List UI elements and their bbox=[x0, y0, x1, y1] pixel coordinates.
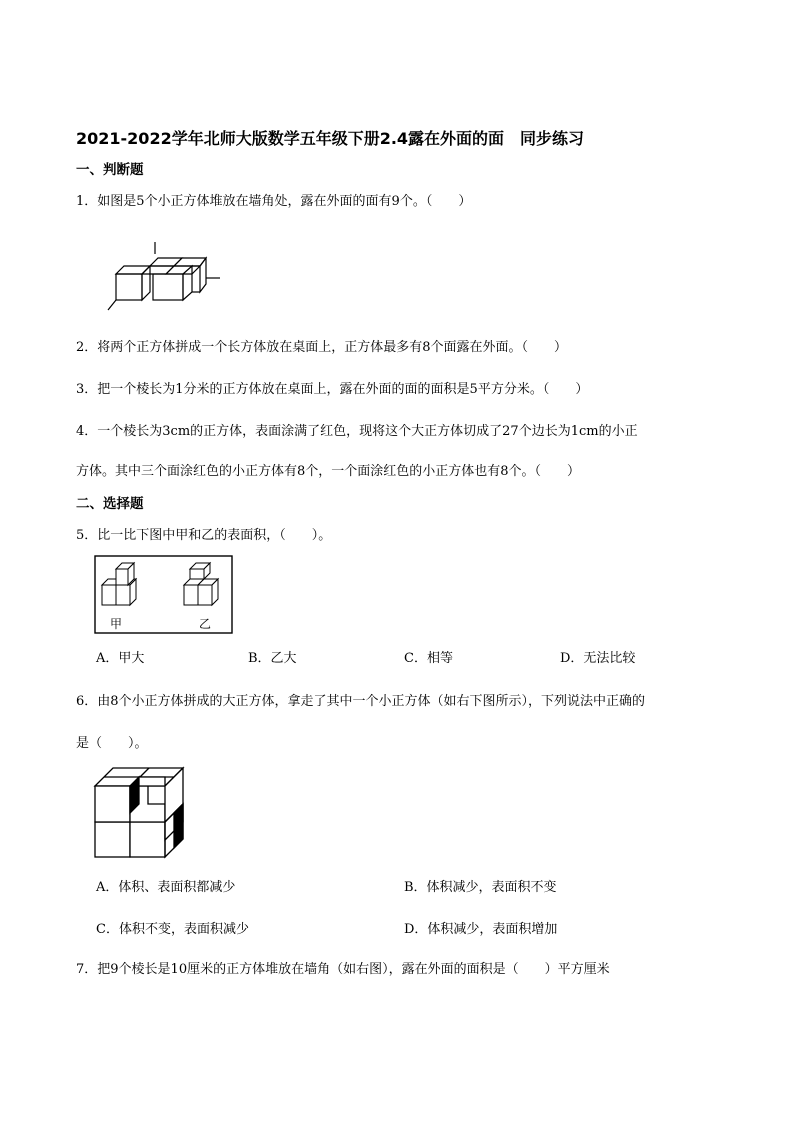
question-6-line-2: 是（ ）。 bbox=[76, 736, 148, 751]
q5-comparison-figure bbox=[94, 555, 234, 635]
question-4-line-2: 方体。其中三个面涂红色的小正方体有8个，一个面涂红色的小正方体也有8个。（ ） bbox=[76, 464, 581, 479]
section-heading-multiple-choice: 二、选择题 bbox=[76, 496, 144, 512]
q1-cubes-figure bbox=[106, 240, 226, 316]
label-jia: 甲 bbox=[110, 617, 123, 631]
q6-option-d: D．体积减少，表面积增加 bbox=[404, 922, 558, 937]
q5-option-c: C．相等 bbox=[404, 651, 453, 666]
q6-option-c: C．体积不变，表面积减少 bbox=[96, 922, 249, 937]
question-7: 7．把9个棱长是10厘米的正方体堆放在墙角（如右图），露在外面的面积是（ ）平方厘米 bbox=[76, 962, 610, 977]
section-heading-true-false: 一、判断题 bbox=[76, 162, 144, 178]
question-4-line-1: 4．一个棱长为3cm的正方体，表面涂满了红色，现将这个大正方体切成了27个边长为1cm的小正 bbox=[76, 424, 638, 439]
question-3: 3．把一个棱长为1分米的正方体放在桌面上，露在外面的面的面积是5平方分米。（ ） bbox=[76, 382, 589, 397]
q6-cube-figure bbox=[93, 766, 187, 860]
question-5: 5．比一比下图中甲和乙的表面积，（ ）。 bbox=[76, 528, 332, 543]
question-1: 1．如图是5个小正方体堆放在墙角处，露在外面的面有9个。（ ） bbox=[76, 194, 472, 209]
q6-option-a: A．体积、表面积都减少 bbox=[96, 880, 236, 895]
q5-option-a: A．甲大 bbox=[96, 651, 145, 666]
label-yi: 乙 bbox=[199, 617, 212, 631]
q5-option-d: D．无法比较 bbox=[560, 651, 636, 666]
page-title: 2021-2022学年北师大版数学五年级下册2.4露在外面的面 同步练习 bbox=[76, 129, 585, 148]
q5-option-b: B．乙大 bbox=[248, 651, 297, 666]
question-2: 2．将两个正方体拼成一个长方体放在桌面上，正方体最多有8个面露在外面。（ ） bbox=[76, 340, 568, 355]
q6-option-b: B．体积减少，表面积不变 bbox=[404, 880, 557, 895]
question-6-line-1: 6．由8个小正方体拼成的大正方体，拿走了其中一个小正方体（如右下图所示），下列说法中正确的 bbox=[76, 694, 646, 709]
